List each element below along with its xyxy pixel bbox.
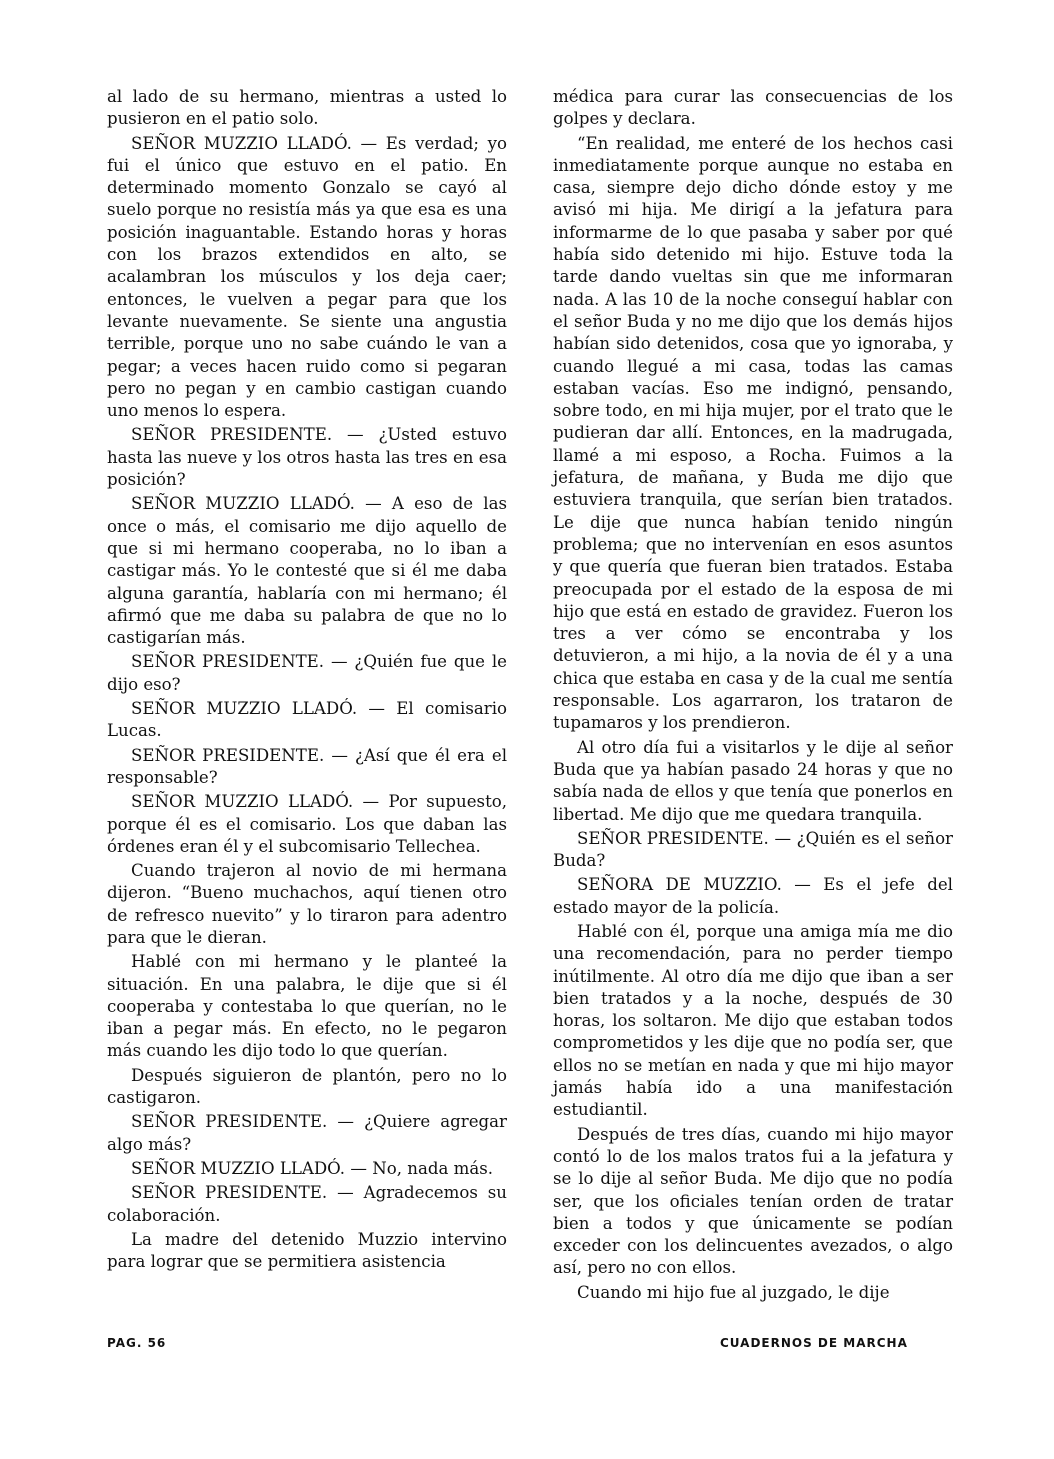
paragraph: Cuando trajeron al novio de mi hermana dijeron. “Bueno muchachos, aquí tienen otro de refresco nuevito” y lo tiraron para adentro para que le dieran.	[107, 861, 507, 947]
left-column	[107, 86, 507, 1275]
paragraph: SEÑOR MUZZIO LLADÓ. — El comisario Lucas.	[107, 699, 507, 741]
page-number: PAG. 56	[107, 1336, 167, 1350]
paragraph: médica para curar las consecuencias de los golpes y declara.	[553, 87, 953, 129]
paragraph: “En realidad, me enteré de los hechos casi inmediatamente porque aunque no estaba en casa, siempre dejo dicho dónde estoy y me avisó mi hija. Me dirigí a la jefatura para informarme de lo que pasaba y saber por qué había sido detenido mi hijo. Estuve toda la tarde dando vueltas sin que me informaran nada. A las 10 de la noche conseguí hablar con el señor Buda y no me dijo que los demás hijos habían sido detenidos, cosa que yo ignoraba, y cuando llegué a mi casa, todas las camas estaban vacías. Eso me indignó, pensando, sobre todo, en mi hija mujer, por el trato que le pudieran dar allí. Entonces, en la madrugada, llamé a mi esposo, a Rocha. Fuimos a la jefatura, de mañana, y Buda me dijo que estuviera tranquila, que serían bien tratados. Le dije que nunca habían tenido ningún problema; que no intervenían en esos asuntos y que quería que fueran bien tratados. Estaba preocupada por el estado de la esposa de mi hijo que está en estado de gravidez. Fueron los tres a ver cómo se encontraba y los detuvieron, a mi hijo, a la novia de él y a una chica que estaba en casa y de la cual me sentía responsable. Los agarraron, los trataron de tupamaros y los prendieron.	[553, 133, 953, 733]
paragraph: Hablé con mi hermano y le planteé la situación. En una palabra, le dije que si él cooperaba y contestaba lo que querían, no le iban a pegar más. En efecto, no le pegaron más cuando les dijo todo lo que querían.	[107, 952, 507, 1061]
paragraph: SEÑOR MUZZIO LLADÓ. — Es verdad; yo fui el único que estuvo en el patio. En determinado momento Gonzalo se cayó al suelo porque no resistía más ya que esa es una posición inaguantable. Estando horas y horas con los brazos extendidos en alto, se acalambran los músculos y los deja caer; entonces, le vuelven a pegar para que los levante nuevamente. Se siente una angustia terrible, porque uno no sabe cuándo le van a pegar; a veces hacen ruido como si pegaran pero no pegan y en cambio castigan cuando uno menos lo espera.	[107, 133, 507, 421]
publication-name: CUADERNOS DE MARCHA	[720, 1336, 908, 1350]
paragraph: La madre del detenido Muzzio intervino para lograr que se permitiera asistencia	[107, 1229, 507, 1272]
paragraph: SEÑOR MUZZIO LLADÓ. — Por supuesto, porque él es el comisario. Los que daban las órdenes eran él y el subcomisario Tellechea.	[107, 792, 507, 856]
paragraph: Después de tres días, cuando mi hijo mayor contó lo de los malos tratos fui a la jefatura y se lo dije al señor Buda. Me dijo que no podía ser, que los oficiales tenían orden de tratar bien a todos y que únicamente se podían exceder con los delincuentes avezados, o algo así, pero no con ellos.	[553, 1124, 953, 1278]
paragraph: Hablé con él, porque una amiga mía me dio una recomendación, para no perder tiempo inútilmente. Al otro día me dijo que iban a ser bien tratados y a la noche, después de 30 horas, los soltaron. Me dijo que estaban todos comprometidos y les dije que no podía ser, que ellos no se metían en nada y que mi hijo mayor jamás había ido a una manifestación estudiantil.	[553, 921, 953, 1120]
paragraph: Después siguieron de plantón, pero no lo castigaron.	[107, 1065, 507, 1108]
paragraph: SEÑOR PRESIDENTE. — ¿Quién es el señor Buda?	[553, 828, 953, 871]
paragraph: SEÑOR PRESIDENTE. — ¿Quiere agregar algo más?	[107, 1112, 507, 1154]
paragraph: SEÑOR MUZZIO LLADÓ. — No, nada más.	[131, 1158, 494, 1178]
paragraph: al lado de su hermano, mientras a usted lo pusieron en el patio solo.	[107, 87, 507, 129]
paragraph: SEÑOR PRESIDENTE. — Agradecemos su colaboración.	[107, 1183, 507, 1225]
paragraph: SEÑOR MUZZIO LLADÓ. — A eso de las once o más, el comisario me dijo aquello de que si mi hermano cooperaba, no lo iban a castigar más. Yo le contesté que si él me daba alguna garantía, hablaría con mi hermano; él afirmó que me daba su palabra de que no lo castigarían más.	[107, 494, 507, 648]
paragraph: SEÑOR PRESIDENTE. — ¿Así que él era el responsable?	[107, 745, 507, 787]
paragraph: Al otro día fui a visitarlos y le dije al señor Buda que ya habían pasado 24 horas y que no sabía nada de ellos y que tenía que ponerlos en libertad. Me dijo que me quedara tranquila.	[553, 737, 953, 824]
right-column	[553, 86, 953, 1306]
paragraph: SEÑORA DE MUZZIO. — Es el jefe del estado mayor de la policía.	[553, 875, 953, 917]
paragraph: SEÑOR PRESIDENTE. — ¿Usted estuvo hasta las nueve y los otros hasta las tres en esa posición?	[107, 425, 507, 490]
paragraph: Cuando mi hijo fue al juzgado, le dije	[577, 1282, 890, 1302]
paragraph: SEÑOR PRESIDENTE. — ¿Quién fue que le dijo eso?	[107, 652, 507, 694]
